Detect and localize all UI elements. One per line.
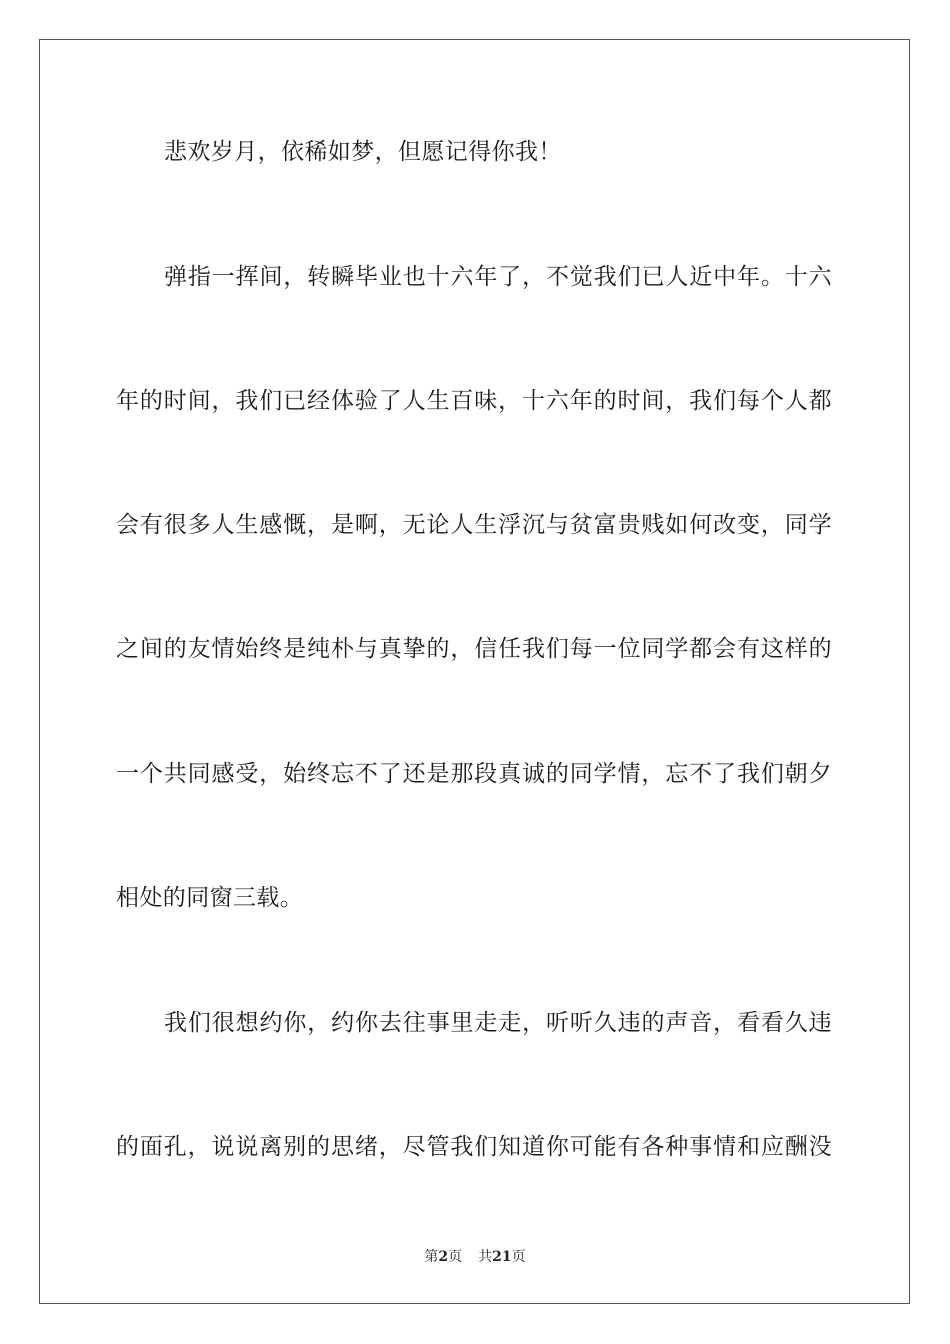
text-line-1: 悲欢岁月，依稀如梦，但愿记得你我！ [164, 139, 562, 165]
page-border [39, 39, 910, 1304]
total-prefix: 共 [478, 1249, 493, 1265]
text-line-7: 相处的同窗三载。 [116, 885, 304, 911]
text-line-8: 我们很想约你，约你去往事里走走，听听久违的声音，看看久违 [164, 1010, 832, 1036]
text-line-4: 会有很多人生感慨，是啊，无论人生浮沉与贫富贵贱如何改变，同学 [116, 512, 832, 538]
total-unit: 页 [511, 1249, 526, 1265]
page-unit: 页 [448, 1249, 463, 1265]
text-line-5: 之间的友情始终是纯朴与真挚的，信任我们每一位同学都会有这样的 [116, 636, 832, 662]
text-line-2: 弹指一挥间，转瞬毕业也十六年了，不觉我们已人近中年。十六 [164, 264, 832, 290]
page-footer [0, 1248, 950, 1266]
text-line-9: 的面孔，说说离别的思绪，尽管我们知道你可能有各种事情和应酬没 [116, 1134, 832, 1160]
text-line-3: 年的时间，我们已经体验了人生百味，十六年的时间，我们每个人都 [116, 388, 832, 414]
text-line-6: 一个共同感受，始终忘不了还是那段真诚的同学情，忘不了我们朝夕 [116, 761, 832, 787]
page-prefix: 第 [424, 1249, 439, 1265]
page-current: 2 [438, 1249, 449, 1265]
page-total: 21 [492, 1249, 512, 1265]
